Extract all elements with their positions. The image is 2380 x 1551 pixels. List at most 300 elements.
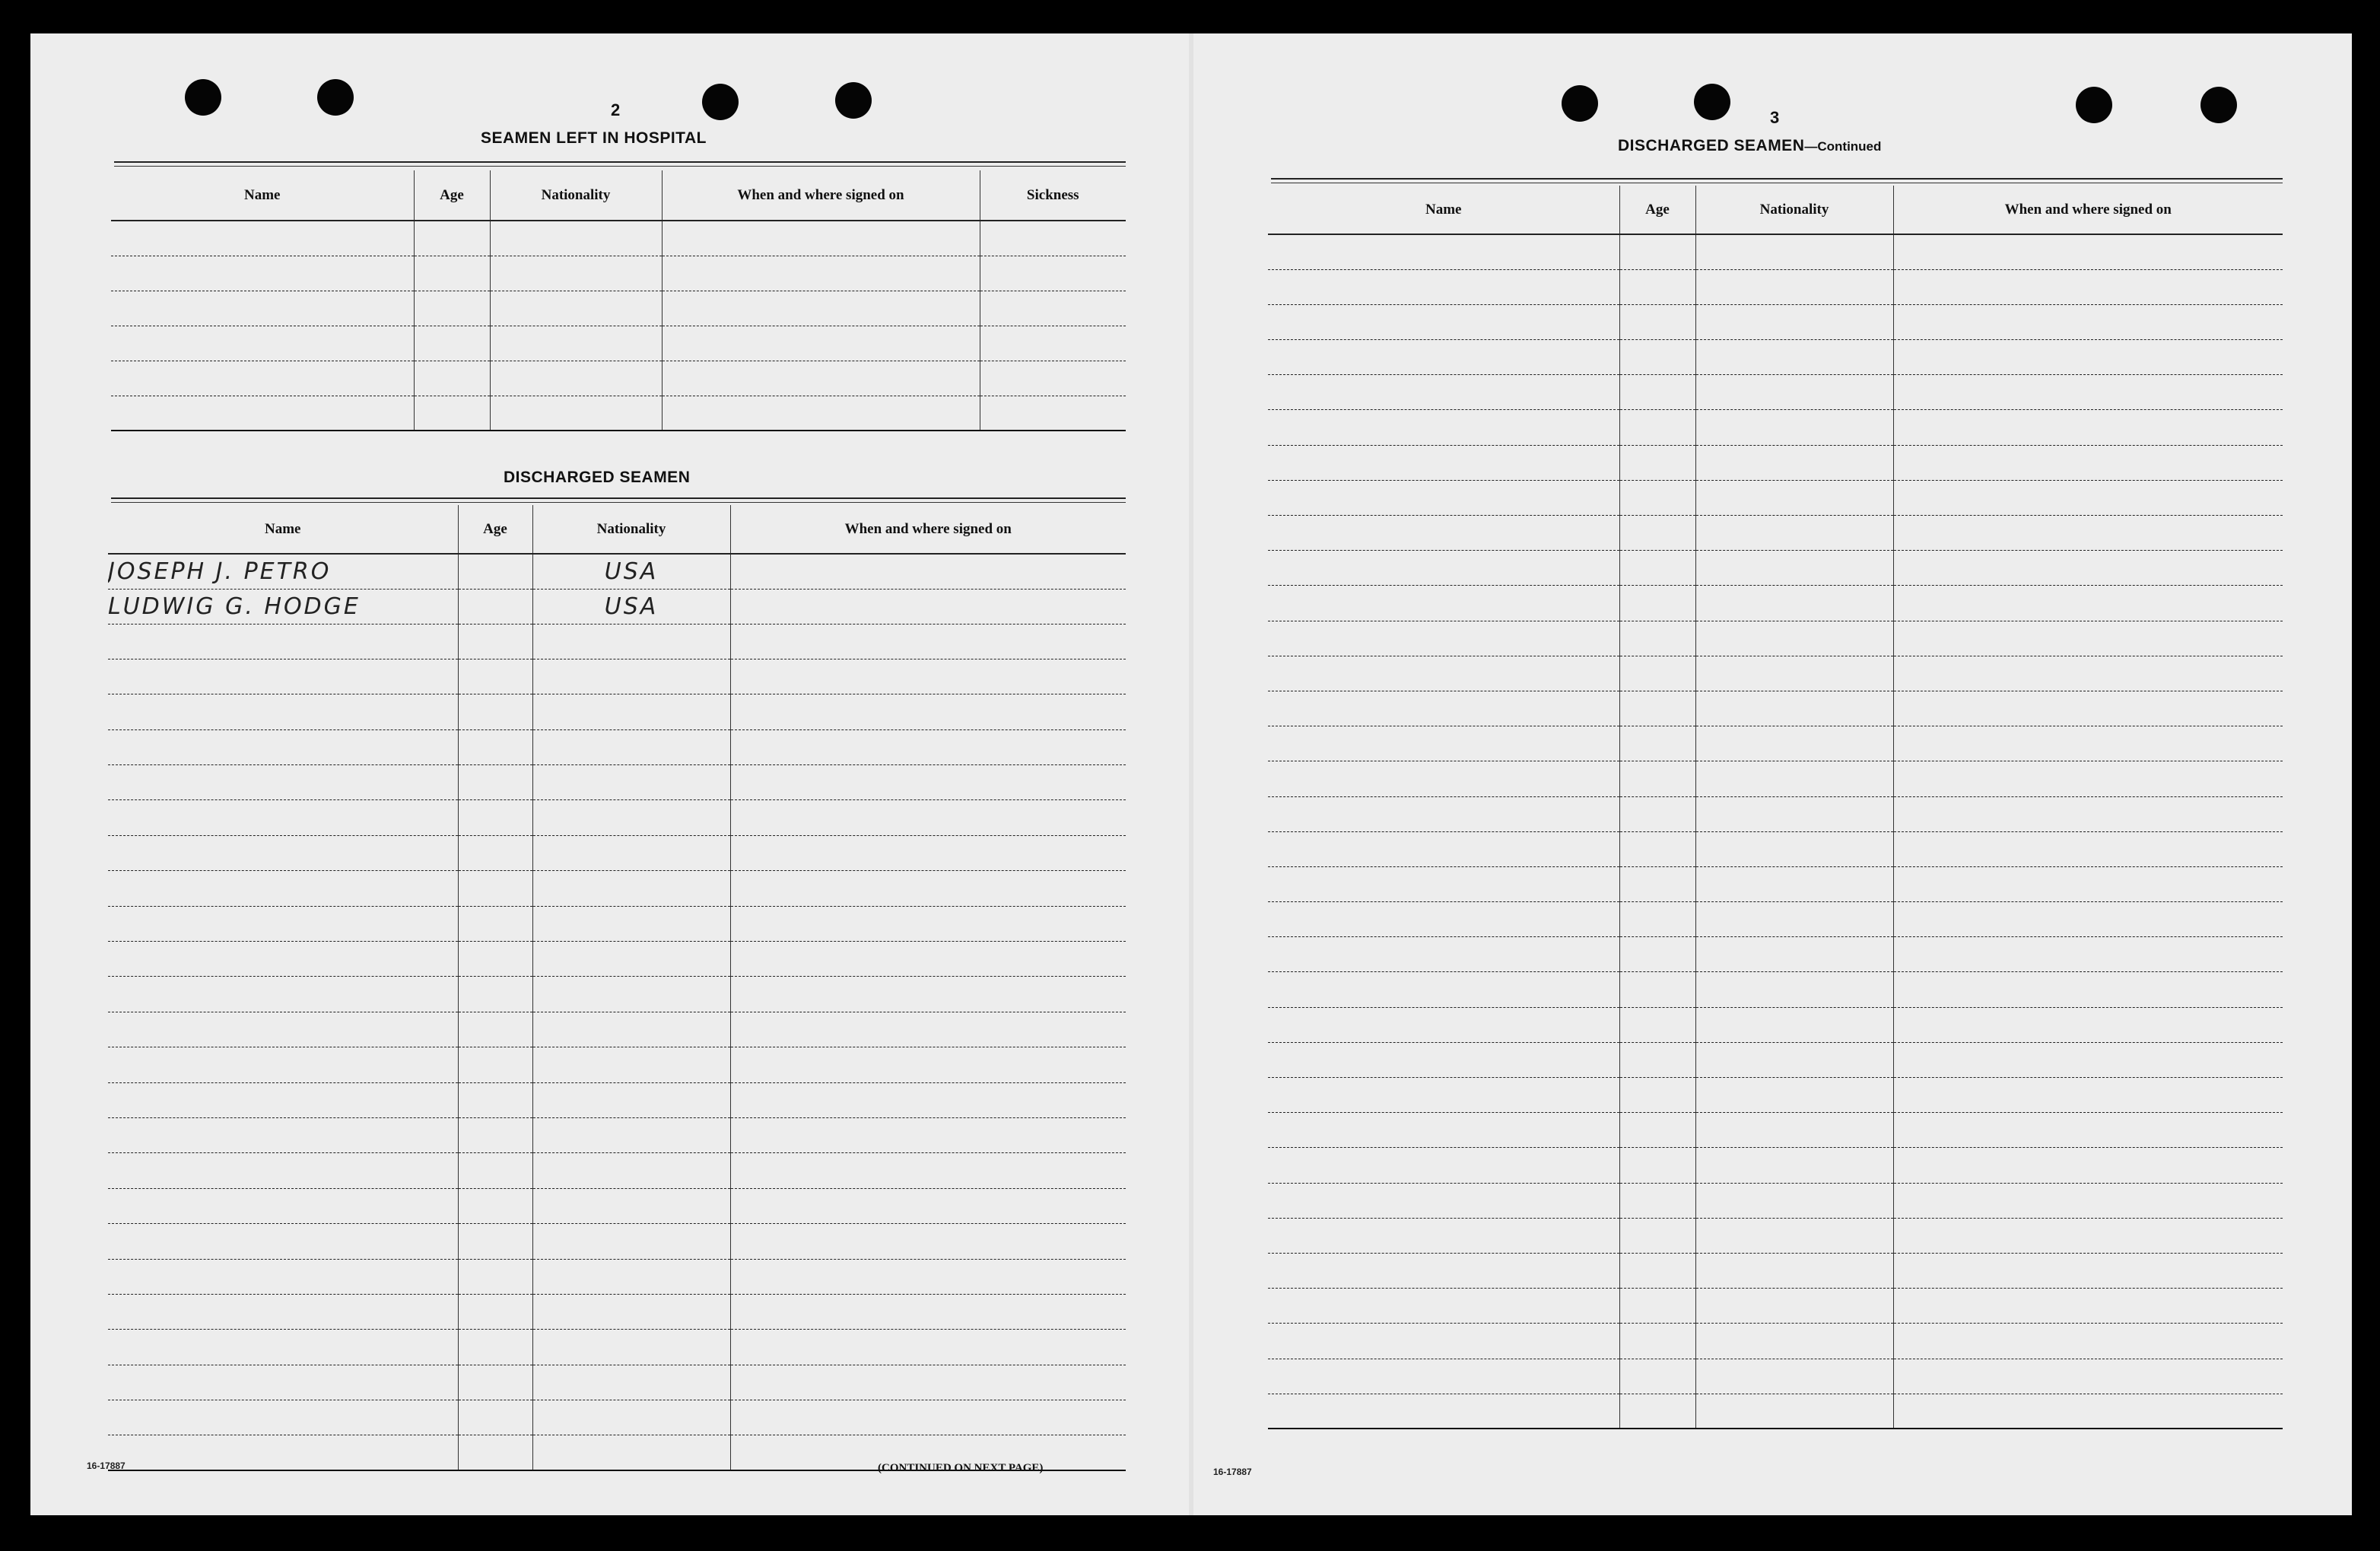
name-cell[interactable]	[1268, 1253, 1619, 1288]
signed-on-cell[interactable]	[730, 977, 1126, 1012]
age-cell[interactable]	[1619, 796, 1695, 831]
age-cell[interactable]	[458, 624, 532, 659]
table-row	[1268, 480, 2283, 515]
signed-on-cell[interactable]	[730, 1047, 1126, 1082]
signed-on-cell[interactable]	[1893, 1324, 2283, 1359]
table-row	[111, 291, 1126, 326]
signed-on-cell[interactable]	[1893, 761, 2283, 796]
signed-on-cell[interactable]	[730, 871, 1126, 906]
age-cell[interactable]	[1619, 586, 1695, 621]
age-cell[interactable]	[1619, 1218, 1695, 1253]
name-cell[interactable]	[108, 765, 458, 800]
age-cell[interactable]	[1619, 1359, 1695, 1394]
signed-on-cell[interactable]	[1893, 269, 2283, 304]
table-row	[1268, 691, 2283, 726]
signed-on-cell[interactable]	[1893, 1007, 2283, 1042]
signed-on-cell[interactable]	[1893, 937, 2283, 972]
name-cell[interactable]	[1268, 586, 1619, 621]
age-cell[interactable]	[1619, 1183, 1695, 1218]
nationality-cell[interactable]	[1695, 796, 1893, 831]
name-cell[interactable]	[1268, 761, 1619, 796]
age-cell[interactable]	[458, 1224, 532, 1259]
name-cell[interactable]	[1268, 1113, 1619, 1148]
age-cell[interactable]	[414, 396, 490, 431]
sickness-cell[interactable]	[980, 396, 1126, 431]
nationality-cell[interactable]	[1695, 375, 1893, 410]
age-cell[interactable]	[458, 765, 532, 800]
age-cell[interactable]	[1619, 1148, 1695, 1183]
nationality-cell[interactable]	[1695, 516, 1893, 551]
name-cell[interactable]	[1268, 726, 1619, 761]
age-cell[interactable]	[1619, 1042, 1695, 1077]
age-cell[interactable]	[1619, 902, 1695, 937]
signed-on-cell[interactable]	[1893, 831, 2283, 866]
nationality-cell[interactable]	[532, 624, 730, 659]
age-cell[interactable]	[1619, 866, 1695, 901]
name-cell[interactable]	[111, 291, 414, 326]
age-cell[interactable]	[458, 554, 532, 589]
age-cell[interactable]	[458, 871, 532, 906]
signed-on-cell[interactable]	[1893, 586, 2283, 621]
age-cell[interactable]	[1619, 972, 1695, 1007]
signed-on-cell[interactable]	[1893, 972, 2283, 1007]
age-cell[interactable]	[458, 942, 532, 977]
nationality-cell[interactable]	[490, 291, 662, 326]
signed-on-cell[interactable]	[1893, 902, 2283, 937]
signed-on-cell[interactable]	[1893, 1253, 2283, 1288]
nationality-cell[interactable]	[532, 1435, 730, 1470]
age-cell[interactable]	[414, 291, 490, 326]
signed-on-cell[interactable]	[730, 1224, 1126, 1259]
signed-on-cell[interactable]	[730, 1294, 1126, 1329]
signed-on-cell[interactable]	[730, 1117, 1126, 1152]
signed-on-cell[interactable]	[730, 1259, 1126, 1294]
age-cell[interactable]	[414, 221, 490, 256]
name-cell[interactable]	[111, 396, 414, 431]
signed-on-cell[interactable]	[1893, 1359, 2283, 1394]
nationality-cell[interactable]: USA	[532, 589, 730, 624]
nationality-cell[interactable]	[1695, 445, 1893, 480]
age-cell[interactable]	[458, 729, 532, 764]
name-cell[interactable]	[1268, 866, 1619, 901]
signed-on-cell[interactable]	[1893, 551, 2283, 586]
signed-on-cell[interactable]	[730, 729, 1126, 764]
nationality-cell[interactable]	[1695, 551, 1893, 586]
name-cell[interactable]	[1268, 937, 1619, 972]
nationality-cell[interactable]	[1695, 1042, 1893, 1077]
continued-body	[1268, 234, 2283, 1429]
nationality-cell[interactable]	[532, 729, 730, 764]
table-row	[1268, 375, 2283, 410]
nationality-cell[interactable]	[1695, 269, 1893, 304]
age-cell[interactable]	[458, 1435, 532, 1470]
form-code: 16-17887	[1213, 1467, 1252, 1477]
age-cell[interactable]	[1619, 445, 1695, 480]
nationality-cell[interactable]	[532, 1294, 730, 1329]
table-row	[1268, 831, 2283, 866]
age-cell[interactable]	[1619, 1394, 1695, 1429]
nationality-cell[interactable]: USA	[532, 554, 730, 589]
name-cell[interactable]	[108, 1259, 458, 1294]
nationality-cell[interactable]	[532, 1400, 730, 1435]
name-cell[interactable]	[1268, 902, 1619, 937]
age-cell[interactable]	[1619, 1253, 1695, 1288]
age-cell[interactable]	[458, 977, 532, 1012]
sickness-cell[interactable]	[980, 256, 1126, 291]
age-cell[interactable]	[458, 589, 532, 624]
signed-on-cell[interactable]	[662, 221, 980, 256]
signed-on-cell[interactable]	[1893, 1113, 2283, 1148]
signed-on-cell[interactable]	[730, 624, 1126, 659]
nationality-cell[interactable]	[1695, 902, 1893, 937]
age-cell[interactable]	[458, 1012, 532, 1047]
nationality-cell[interactable]	[1695, 937, 1893, 972]
nationality-cell[interactable]	[1695, 304, 1893, 339]
col-signed-on-header: When and where signed on	[662, 170, 980, 221]
age-cell[interactable]	[414, 326, 490, 361]
nationality-cell[interactable]	[1695, 1359, 1893, 1394]
nationality-cell[interactable]	[532, 1082, 730, 1117]
age-cell[interactable]	[1619, 234, 1695, 269]
age-cell[interactable]	[458, 1294, 532, 1329]
age-cell[interactable]	[458, 1047, 532, 1082]
nationality-cell[interactable]	[1695, 691, 1893, 726]
signed-on-cell[interactable]	[662, 256, 980, 291]
punch-hole-icon	[1694, 84, 1730, 120]
age-cell[interactable]	[458, 1259, 532, 1294]
name-cell[interactable]	[1268, 1359, 1619, 1394]
nationality-cell[interactable]	[1695, 1289, 1893, 1324]
name-cell[interactable]	[1268, 269, 1619, 304]
name-cell[interactable]	[1268, 1218, 1619, 1253]
name-cell[interactable]	[1268, 340, 1619, 375]
signed-on-cell[interactable]	[1893, 796, 2283, 831]
table-row	[108, 624, 1126, 659]
nationality-cell[interactable]	[1695, 1183, 1893, 1218]
age-cell[interactable]	[1619, 1113, 1695, 1148]
name-cell[interactable]	[108, 659, 458, 694]
age-cell[interactable]	[458, 835, 532, 870]
sickness-cell[interactable]	[980, 361, 1126, 396]
sickness-cell[interactable]	[980, 221, 1126, 256]
name-cell[interactable]	[1268, 1007, 1619, 1042]
nationality-cell[interactable]	[1695, 1324, 1893, 1359]
nationality-cell[interactable]	[490, 396, 662, 431]
age-cell[interactable]	[458, 1082, 532, 1117]
signed-on-cell[interactable]	[730, 942, 1126, 977]
age-cell[interactable]	[1619, 304, 1695, 339]
table-row	[1268, 586, 2283, 621]
name-cell[interactable]	[108, 906, 458, 941]
name-cell[interactable]	[1268, 445, 1619, 480]
signed-on-cell[interactable]	[1893, 340, 2283, 375]
signed-on-cell[interactable]	[662, 396, 980, 431]
hospital-table	[111, 170, 1126, 431]
signed-on-cell[interactable]	[1893, 410, 2283, 445]
nationality-cell[interactable]	[1695, 972, 1893, 1007]
col-signed-on-header: When and where signed on	[730, 505, 1126, 554]
signed-on-cell[interactable]	[1893, 656, 2283, 691]
nationality-cell[interactable]	[1695, 1078, 1893, 1113]
age-cell[interactable]	[1619, 551, 1695, 586]
name-cell[interactable]	[1268, 551, 1619, 586]
name-cell[interactable]	[1268, 1078, 1619, 1113]
name-cell[interactable]	[108, 1365, 458, 1400]
nationality-cell[interactable]	[532, 835, 730, 870]
age-cell[interactable]	[1619, 937, 1695, 972]
sickness-cell[interactable]	[980, 291, 1126, 326]
age-cell[interactable]	[458, 800, 532, 835]
table-row	[108, 1012, 1126, 1047]
nationality-cell[interactable]	[532, 694, 730, 729]
age-cell[interactable]	[1619, 269, 1695, 304]
nationality-cell[interactable]	[532, 800, 730, 835]
name-cell[interactable]: JOSEPH J. PETRO	[108, 554, 458, 589]
signed-on-cell[interactable]	[730, 835, 1126, 870]
name-cell[interactable]	[1268, 304, 1619, 339]
signed-on-cell[interactable]	[1893, 445, 2283, 480]
age-cell[interactable]	[414, 361, 490, 396]
signed-on-cell[interactable]	[1893, 1042, 2283, 1077]
name-cell[interactable]	[1268, 972, 1619, 1007]
signed-on-cell[interactable]	[1893, 726, 2283, 761]
name-cell[interactable]	[108, 729, 458, 764]
age-cell[interactable]	[414, 256, 490, 291]
age-cell[interactable]	[458, 1365, 532, 1400]
signed-on-cell[interactable]	[1893, 1183, 2283, 1218]
age-cell[interactable]	[458, 694, 532, 729]
signed-on-cell[interactable]	[730, 659, 1126, 694]
nationality-cell[interactable]	[1695, 1253, 1893, 1288]
name-cell[interactable]	[108, 1012, 458, 1047]
signed-on-cell[interactable]	[730, 694, 1126, 729]
table-row	[1268, 1078, 2283, 1113]
punch-hole-icon	[1562, 85, 1598, 122]
table-row	[1268, 1218, 2283, 1253]
name-cell[interactable]	[111, 326, 414, 361]
nationality-cell[interactable]	[532, 1259, 730, 1294]
age-cell[interactable]	[1619, 480, 1695, 515]
age-cell[interactable]	[1619, 691, 1695, 726]
table-row	[1268, 866, 2283, 901]
name-cell[interactable]	[1268, 1042, 1619, 1077]
table-row	[1268, 1148, 2283, 1183]
name-cell[interactable]	[1268, 1148, 1619, 1183]
nationality-cell[interactable]	[532, 1117, 730, 1152]
name-cell[interactable]	[108, 624, 458, 659]
name-cell[interactable]	[111, 361, 414, 396]
age-cell[interactable]	[458, 1188, 532, 1223]
name-cell[interactable]	[108, 1330, 458, 1365]
signed-on-cell[interactable]	[1893, 1394, 2283, 1429]
signed-on-cell[interactable]	[730, 765, 1126, 800]
nationality-cell[interactable]	[1695, 1148, 1893, 1183]
nationality-cell[interactable]	[1695, 340, 1893, 375]
signed-on-cell[interactable]	[1893, 375, 2283, 410]
nationality-cell[interactable]	[532, 977, 730, 1012]
age-cell[interactable]	[1619, 831, 1695, 866]
nationality-cell[interactable]	[532, 1153, 730, 1188]
nationality-cell[interactable]	[1695, 621, 1893, 656]
signed-on-cell[interactable]	[662, 291, 980, 326]
name-cell[interactable]	[1268, 1394, 1619, 1429]
signed-on-cell[interactable]	[730, 1153, 1126, 1188]
name-cell[interactable]	[1268, 691, 1619, 726]
table-row	[1268, 1042, 2283, 1077]
age-cell[interactable]	[458, 906, 532, 941]
signed-on-cell[interactable]	[1893, 691, 2283, 726]
signed-on-cell[interactable]	[1893, 516, 2283, 551]
table-row	[1268, 1394, 2283, 1429]
name-cell[interactable]	[1268, 410, 1619, 445]
signed-on-cell[interactable]	[1893, 1148, 2283, 1183]
age-cell[interactable]	[1619, 1007, 1695, 1042]
nationality-cell[interactable]	[532, 1188, 730, 1223]
nationality-cell[interactable]	[1695, 656, 1893, 691]
signed-on-cell[interactable]	[730, 1365, 1126, 1400]
signed-on-cell[interactable]	[1893, 1289, 2283, 1324]
name-cell[interactable]: LUDWIG G. HODGE	[108, 589, 458, 624]
age-cell[interactable]	[1619, 761, 1695, 796]
signed-on-cell[interactable]	[730, 589, 1126, 624]
nationality-cell[interactable]	[532, 659, 730, 694]
nationality-cell[interactable]	[490, 326, 662, 361]
signed-on-cell[interactable]	[1893, 480, 2283, 515]
name-cell[interactable]	[1268, 796, 1619, 831]
name-cell[interactable]	[108, 977, 458, 1012]
nationality-cell[interactable]	[532, 765, 730, 800]
nationality-cell[interactable]	[1695, 831, 1893, 866]
name-cell[interactable]	[108, 1188, 458, 1223]
age-cell[interactable]	[1619, 1324, 1695, 1359]
age-cell[interactable]	[458, 1117, 532, 1152]
name-cell[interactable]	[108, 1153, 458, 1188]
age-cell[interactable]	[1619, 375, 1695, 410]
age-cell[interactable]	[1619, 621, 1695, 656]
signed-on-cell[interactable]	[730, 906, 1126, 941]
name-cell[interactable]	[108, 1294, 458, 1329]
age-cell[interactable]	[1619, 726, 1695, 761]
signed-on-cell[interactable]	[730, 554, 1126, 589]
nationality-cell[interactable]	[490, 256, 662, 291]
age-cell[interactable]	[1619, 516, 1695, 551]
name-cell[interactable]	[1268, 1289, 1619, 1324]
punch-hole-icon	[835, 82, 872, 119]
signed-on-cell[interactable]	[730, 1330, 1126, 1365]
name-cell[interactable]	[108, 871, 458, 906]
table-row	[1268, 726, 2283, 761]
age-cell[interactable]	[1619, 1078, 1695, 1113]
signed-on-cell[interactable]	[1893, 1218, 2283, 1253]
name-cell[interactable]	[1268, 656, 1619, 691]
signed-on-cell[interactable]	[1893, 304, 2283, 339]
name-cell[interactable]	[1268, 234, 1619, 269]
nationality-cell[interactable]	[1695, 480, 1893, 515]
name-cell[interactable]	[108, 1224, 458, 1259]
name-cell[interactable]	[108, 835, 458, 870]
signed-on-cell[interactable]	[730, 1188, 1126, 1223]
nationality-cell[interactable]	[1695, 726, 1893, 761]
table-row	[108, 729, 1126, 764]
sickness-cell[interactable]	[980, 326, 1126, 361]
nationality-cell[interactable]	[532, 942, 730, 977]
nationality-cell[interactable]	[1695, 1007, 1893, 1042]
table-row	[1268, 1253, 2283, 1288]
table-row	[1268, 1113, 2283, 1148]
nationality-cell[interactable]	[490, 361, 662, 396]
nationality-cell[interactable]	[1695, 234, 1893, 269]
signed-on-cell[interactable]	[1893, 234, 2283, 269]
nationality-cell[interactable]	[532, 1224, 730, 1259]
name-cell[interactable]	[108, 942, 458, 977]
age-cell[interactable]	[1619, 656, 1695, 691]
name-cell[interactable]	[1268, 480, 1619, 515]
nationality-cell[interactable]	[1695, 1394, 1893, 1429]
nationality-cell[interactable]	[532, 906, 730, 941]
age-cell[interactable]	[1619, 340, 1695, 375]
signed-on-cell[interactable]	[1893, 621, 2283, 656]
signed-on-cell[interactable]	[1893, 1078, 2283, 1113]
nationality-cell[interactable]	[532, 871, 730, 906]
title-rule	[111, 497, 1126, 503]
name-cell[interactable]	[1268, 1324, 1619, 1359]
nationality-cell[interactable]	[490, 221, 662, 256]
name-cell[interactable]	[108, 694, 458, 729]
age-cell[interactable]	[458, 1153, 532, 1188]
signed-on-cell[interactable]	[730, 1400, 1126, 1435]
nationality-cell[interactable]	[1695, 761, 1893, 796]
name-cell[interactable]	[1268, 375, 1619, 410]
nationality-cell[interactable]	[532, 1330, 730, 1365]
nationality-cell[interactable]	[1695, 1218, 1893, 1253]
nationality-cell[interactable]	[1695, 586, 1893, 621]
name-cell[interactable]	[108, 1082, 458, 1117]
title-suffix: —Continued	[1804, 139, 1882, 154]
signed-on-cell[interactable]	[662, 361, 980, 396]
age-cell[interactable]	[1619, 1289, 1695, 1324]
name-cell[interactable]	[108, 800, 458, 835]
age-cell[interactable]	[1619, 410, 1695, 445]
signed-on-cell[interactable]	[730, 800, 1126, 835]
name-cell[interactable]	[108, 1047, 458, 1082]
name-cell[interactable]	[108, 1400, 458, 1435]
nationality-cell[interactable]	[532, 1365, 730, 1400]
age-cell[interactable]	[458, 1400, 532, 1435]
punch-hole-icon	[2200, 87, 2237, 123]
nationality-cell[interactable]	[1695, 1113, 1893, 1148]
name-cell[interactable]	[1268, 516, 1619, 551]
signed-on-cell[interactable]	[1893, 866, 2283, 901]
table-row	[1268, 269, 2283, 304]
signed-on-cell[interactable]	[730, 1082, 1126, 1117]
name-cell[interactable]	[1268, 621, 1619, 656]
name-cell[interactable]	[111, 256, 414, 291]
nationality-cell[interactable]	[1695, 410, 1893, 445]
nationality-cell[interactable]	[532, 1047, 730, 1082]
name-cell[interactable]	[111, 221, 414, 256]
name-cell[interactable]	[1268, 1183, 1619, 1218]
table-row	[108, 1294, 1126, 1329]
age-cell[interactable]	[458, 1330, 532, 1365]
nationality-cell[interactable]	[1695, 866, 1893, 901]
name-cell[interactable]	[108, 1117, 458, 1152]
name-cell[interactable]	[1268, 831, 1619, 866]
signed-on-cell[interactable]	[662, 326, 980, 361]
nationality-cell[interactable]	[532, 1012, 730, 1047]
age-cell[interactable]	[458, 659, 532, 694]
signed-on-cell[interactable]	[730, 1012, 1126, 1047]
name-cell[interactable]	[108, 1435, 458, 1470]
